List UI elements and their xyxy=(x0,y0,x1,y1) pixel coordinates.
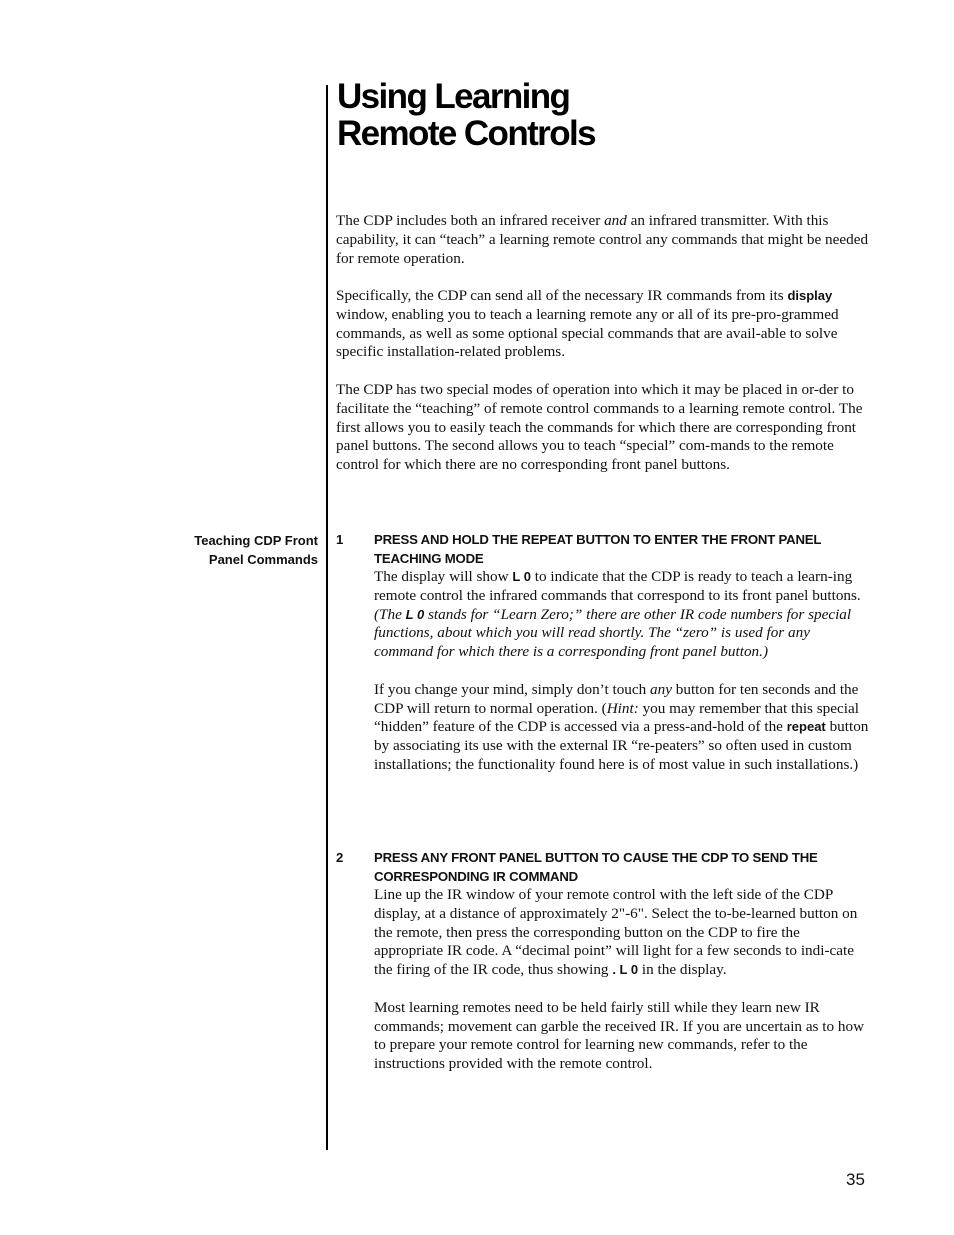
display-code: . L 0 xyxy=(612,962,639,978)
step-paragraph: Most learning remotes need to be held fairly still while they learn new IR commands; movement can garble the received IR. If you are uncertain as to how to prepare your remote control for learning new commands, refer to the instructions provided with the remote control. xyxy=(374,998,865,1073)
step-heading-line-1: PRESS AND HOLD THE REPEAT BUTTON TO ENTER THE FRONT PANEL xyxy=(374,532,822,547)
display-keyword: display xyxy=(787,288,833,303)
step-text: in the display. xyxy=(638,961,727,979)
step-heading-line-2: CORRESPONDING IR COMMAND xyxy=(374,869,579,884)
intro-paragraph-1 xyxy=(336,212,872,268)
step-italic-text: stands for “Learn Zero;” there are other IR code numbers for special functions, about which you will read shortly. The “zero” is used for any command for which there is a corresponding front panel button.) xyxy=(374,605,852,661)
intro-p2-text: Specifically, the CDP can send all of the necessary IR commands from its xyxy=(336,287,788,304)
step-heading-line-2: TEACHING MODE xyxy=(374,551,484,566)
step-2 xyxy=(336,848,876,1074)
step-heading-line-1: PRESS ANY FRONT PANEL BUTTON TO CAUSE THE CDP TO SEND THE xyxy=(374,850,818,865)
step-number: 1 xyxy=(336,532,344,547)
display-code: L 0 xyxy=(512,569,531,584)
step-text: Line up the IR window of your remote control with the left side of the CDP display, at a distance of approximately 2"-6". Select the to-be-learned button on the remote, then press the corresponding button on the CDP to fire the appropriate IR code. A “decimal point” will light for a few seconds to indi-cate the firing of the IR code, thus showing xyxy=(374,886,858,979)
step-text: button by associating its use with the external IR “re-peaters” so often used in custom installations; the functionality found here is of most value in such installations.) xyxy=(374,718,869,773)
step-heading xyxy=(374,530,876,568)
margin-rule xyxy=(326,85,328,1150)
step-paragraph xyxy=(374,886,872,980)
display-code: L 0 xyxy=(405,606,425,622)
step-italic-text: (The xyxy=(374,605,406,623)
step-paragraph xyxy=(374,568,872,662)
step-text: The display will show xyxy=(374,568,513,585)
step-text: to indicate that the CDP is ready to teach a learn-ing remote control the infrared commands that correspond to its front panel buttons. xyxy=(374,568,861,604)
page-number: 35 xyxy=(846,1170,865,1189)
sidebar-heading-line-2: Panel Commands xyxy=(208,552,318,567)
page-title-line-1: Using Learning xyxy=(337,77,570,116)
step-number: 2 xyxy=(336,850,344,865)
page-title-line-2: Remote Controls xyxy=(337,114,595,153)
step-paragraph xyxy=(374,681,872,775)
intro-p2-text-end: window, enabling you to teach a learning remote any or all of its pre-pro-grammed commands, as well as some optional special commands that are avail-able to solve specific installation-related problems. xyxy=(336,305,839,361)
repeat-keyword: repeat xyxy=(786,719,826,735)
intro-p1-emphasis: and xyxy=(604,212,627,229)
page-title xyxy=(337,78,595,152)
sidebar-heading-line-1: Teaching CDP Front xyxy=(194,533,318,548)
intro-paragraph-2 xyxy=(336,287,872,362)
intro-p1-text: The CDP includes both an infrared receiver xyxy=(336,212,605,229)
step-heading xyxy=(374,848,876,886)
step-text: button for ten seconds and the CDP will return to normal operation. ( xyxy=(374,680,859,717)
step-text: If you change your mind, simply don’t touch xyxy=(374,680,651,698)
section-sidebar-heading xyxy=(150,531,318,569)
step-text: you may remember that this special “hidden” feature of the CDP is accessed via a press-and-hold of the xyxy=(374,699,859,736)
step-1 xyxy=(336,530,876,775)
intro-p1-text-end: an infrared transmitter. With this capability, it can “teach” a learning remote control any commands that might be needed for remote operation. xyxy=(336,212,869,267)
intro-paragraph-3: The CDP has two special modes of operation into which it may be placed in or-der to facilitate the “teaching” of remote control commands to a learning remote control. The first allows you to easily teach the commands for which there are corresponding front panel buttons. The second allows you to teach “special” com-mands to the remote control for which there are no corresponding front panel buttons. xyxy=(336,381,863,474)
step-italic-text: any xyxy=(650,680,672,698)
hint-label: Hint: xyxy=(606,699,639,717)
